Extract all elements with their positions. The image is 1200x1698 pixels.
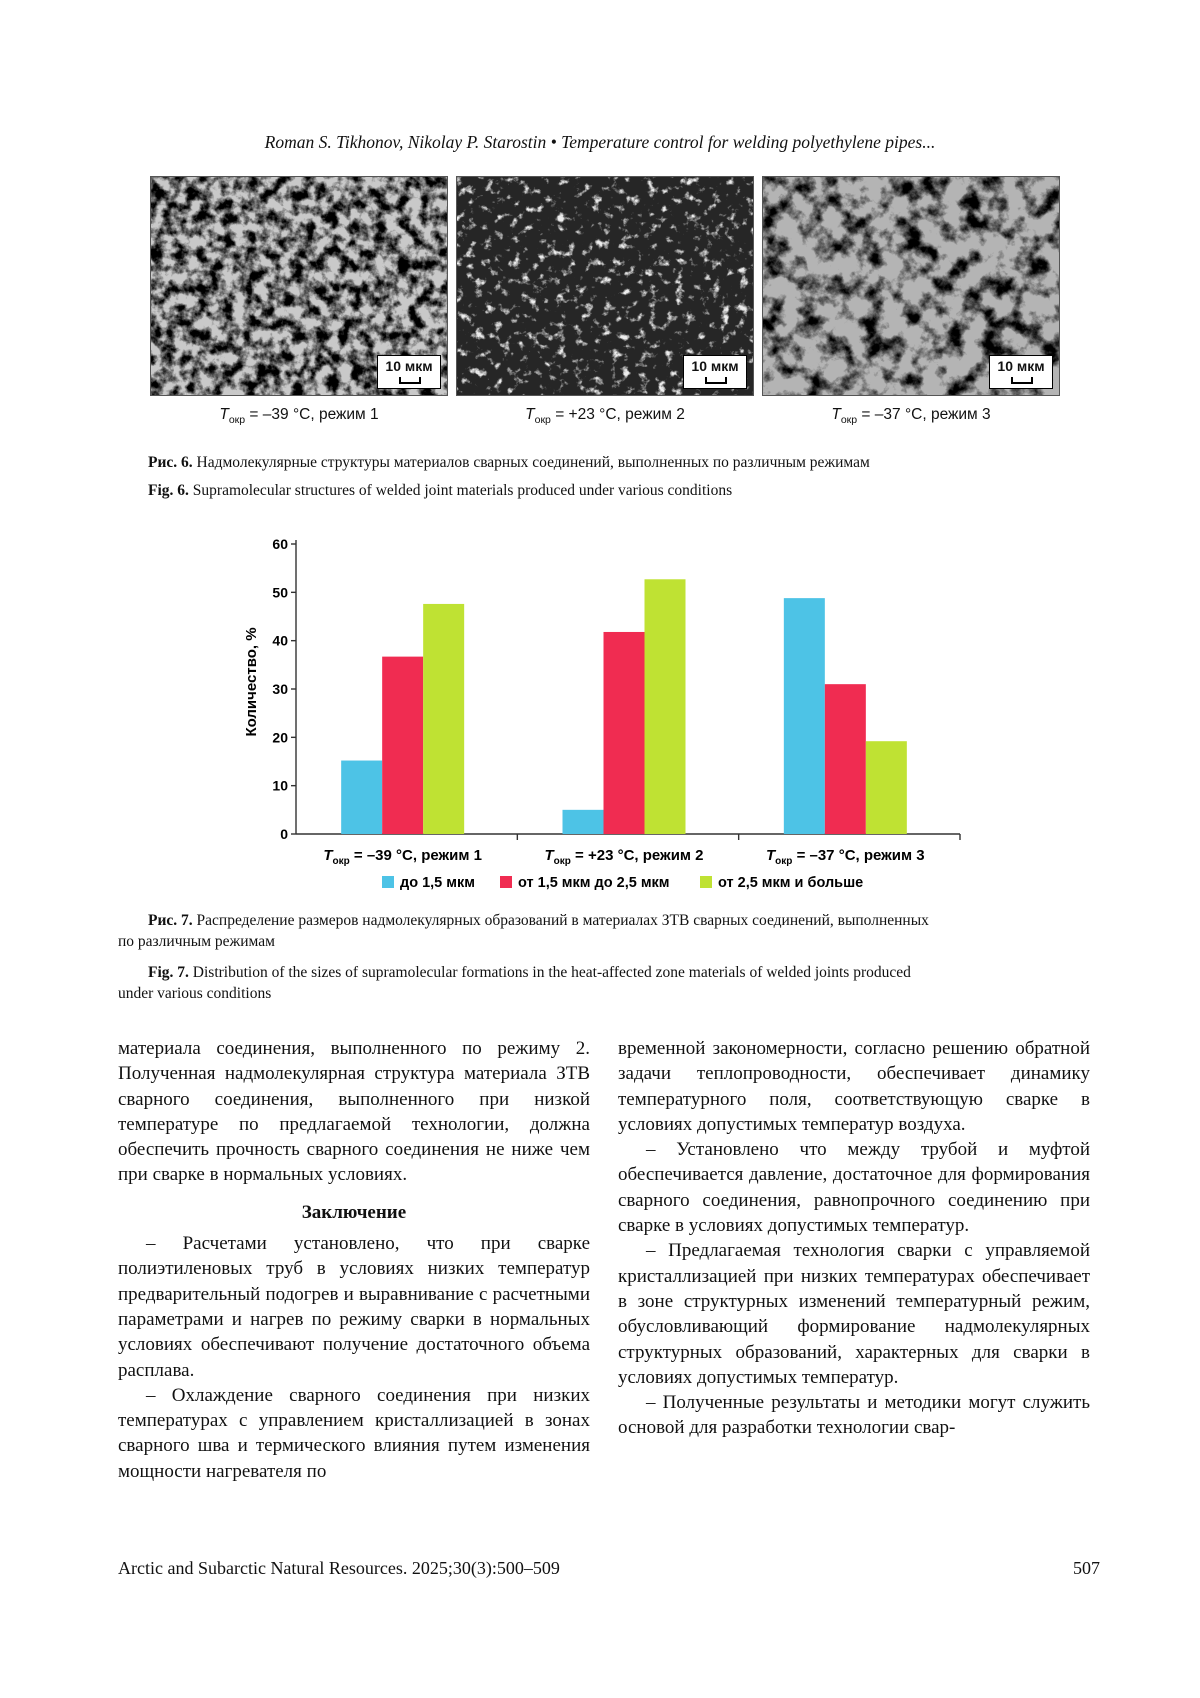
fig6-label-en: Fig. 6. (148, 482, 189, 499)
right-paragraph-2: – Установлено что между трубой и муфтой обеспечивается давление, достаточное для формирования сварного соединения, равнопрочного соединению при сварке в условиях допустимых температур. (618, 1139, 1090, 1237)
scale-bar-label: 10 мкм (385, 358, 433, 374)
category-rest: = –37 °C, режим 3 (792, 847, 925, 864)
bar-1-1 (341, 761, 382, 834)
t-symbol: T (219, 406, 229, 423)
bar-2-3 (645, 579, 686, 834)
bar-3-3 (866, 741, 907, 834)
legend-label-3: от 2,5 мкм и больше (718, 875, 864, 891)
bar-1-3 (423, 604, 464, 834)
page-number: 507 (1073, 1558, 1100, 1578)
scale-bar-label: 10 мкм (997, 358, 1045, 374)
y-tick-label: 40 (272, 632, 288, 649)
y-tick-label: 10 (272, 777, 288, 794)
bar-3-2 (825, 684, 866, 834)
fig7-caption-ru-line1 (118, 910, 1098, 931)
bar-1-2 (382, 657, 423, 834)
scale-bar-1 (377, 355, 441, 389)
category-rest: = +23 °C, режим 2 (570, 847, 704, 864)
x-category-label (766, 847, 925, 867)
fig7-caption-ru-line2: по различным режимам (118, 933, 275, 950)
fig6-text-ru: Надмолекулярные структуры материалов сварных соединений, выполненных по различным режимам (196, 454, 870, 471)
y-tick-label: 60 (272, 536, 288, 552)
scale-bar-3 (989, 355, 1053, 389)
y-tick-label: 50 (272, 584, 288, 601)
t-subscript: окр (840, 414, 858, 426)
right-column (618, 1036, 1090, 1441)
y-tick-label: 0 (280, 826, 288, 842)
legend-swatch-2 (500, 876, 512, 888)
running-head: Roman S. Tikhonov, Nikolay P. Starostin • Temperature control for welding polyethylene pipes... (264, 132, 936, 152)
micrograph-caption-2 (456, 406, 754, 424)
footer-journal-citation: Arctic and Subarctic Natural Resources. 2025;30(3):500–509 (118, 1558, 560, 1578)
y-axis-ticks (272, 536, 296, 842)
left-paragraph-1: материала соединения, выполненного по режиму 2. Полученная надмолекулярная структура материала ЗТВ сварного соединения, выполненного при низкой температуре по предлагаемой технологии, должна обеспечить прочность сварного соединения не ниже чем при сварке в нормальных условиях. (118, 1038, 590, 1186)
fig6-text-en: Supramolecular structures of welded joint materials produced under various conditions (192, 482, 733, 499)
x-axis-categories (323, 847, 924, 867)
fig7-caption-en-line1 (118, 962, 1098, 983)
micrograph-caption-1 (150, 406, 448, 424)
bar-2-1 (563, 810, 604, 834)
fig7-caption-en-line2: under various conditions (118, 985, 272, 1002)
micrograph-panel-3 (762, 176, 1060, 396)
right-paragraph-4: – Полученные результаты и методики могут служить основой для разработки технологии свар- (618, 1392, 1090, 1439)
fig6-caption-ru (148, 452, 1098, 473)
micrograph-caption-text: = –37 °C, режим 3 (861, 406, 991, 423)
y-axis-label: Количество, % (243, 627, 260, 737)
fig6-label-ru: Рис. 6. (148, 454, 193, 471)
category-t-symbol: T (766, 847, 776, 864)
fig7-label-en: Fig. 7. (148, 964, 189, 981)
chart-legend (382, 875, 863, 891)
left-column (118, 1036, 590, 1484)
t-symbol: T (525, 406, 535, 423)
micrograph-caption-3 (762, 406, 1060, 424)
x-category-label (323, 847, 482, 867)
fig7-text-en: Distribution of the sizes of supramolecular formations in the heat-affected zone materials of welded joints produced (192, 964, 911, 981)
fig7-caption-en (118, 962, 1098, 1004)
category-t-subscript: окр (332, 856, 350, 867)
legend-label-1: до 1,5 мкм (400, 875, 475, 891)
fig7-caption-ru (118, 910, 1098, 952)
right-paragraph-1: временной закономерности, согласно решению обратной задачи теплопроводности, обеспечивает динамику температурного поля, соответствующую сварке в условиях допустимых температур воздуха. (618, 1038, 1090, 1135)
x-category-label (544, 847, 703, 867)
micrograph-caption-text: = –39 °C, режим 1 (249, 406, 379, 423)
bar-2-2 (604, 632, 645, 834)
legend-label-2: от 1,5 мкм до 2,5 мкм (518, 875, 670, 891)
fig7-label-ru: Рис. 7. (148, 912, 193, 929)
bar-chart (0, 520, 1200, 900)
y-tick-label: 20 (272, 729, 288, 746)
conclusion-heading: Заключение (301, 1201, 407, 1223)
legend-swatch-3 (700, 876, 712, 888)
t-subscript: окр (534, 414, 551, 426)
scale-bar-2 (683, 355, 747, 389)
chart-bars (341, 579, 907, 834)
left-paragraph-2: – Расчетами установлено, что при сварке полиэтиленовых труб в условиях низких температур предварительный подогрев и выравнивание с расчетными параметрами и нагрев по режиму сварки в нормальных условиях обеспечивают получение достаточного объема расплава. (118, 1233, 590, 1381)
bar-3-1 (784, 598, 825, 834)
category-rest: = –39 °C, режим 1 (349, 847, 482, 864)
t-subscript: окр (228, 414, 246, 426)
legend-swatch-1 (382, 876, 394, 888)
scale-bar-label: 10 мкм (691, 358, 739, 374)
right-paragraph-3: – Предлагаемая технология сварки с управляемой кристаллизацией при низких температурах обеспечивает в зоне структурных изменений температурный режим, обусловливающий формирование надмолекулярных структурных образований, характерных для сварки в условиях допустимых температур. (618, 1240, 1090, 1388)
micrograph-panel-1 (150, 176, 448, 396)
category-t-symbol: T (544, 847, 554, 864)
category-t-subscript: окр (775, 856, 793, 867)
micrograph-caption-text: = +23 °C, режим 2 (555, 406, 685, 423)
left-paragraph-3: – Охлаждение сварного соединения при низких температурах с управлением кристаллизацией в зонах сварного шва и термического влияния путем изменения мощности нагревателя по (118, 1384, 590, 1482)
micrograph-panel-2 (456, 176, 754, 396)
fig7-text-ru: Распределение размеров надмолекулярных образований в материалах ЗТВ сварных соединений, выполненных (196, 912, 929, 929)
y-tick-label: 30 (272, 681, 288, 697)
category-t-subscript: окр (553, 856, 571, 867)
t-symbol: T (831, 406, 841, 423)
fig6-caption-en (148, 480, 1098, 501)
category-t-symbol: T (323, 847, 333, 864)
